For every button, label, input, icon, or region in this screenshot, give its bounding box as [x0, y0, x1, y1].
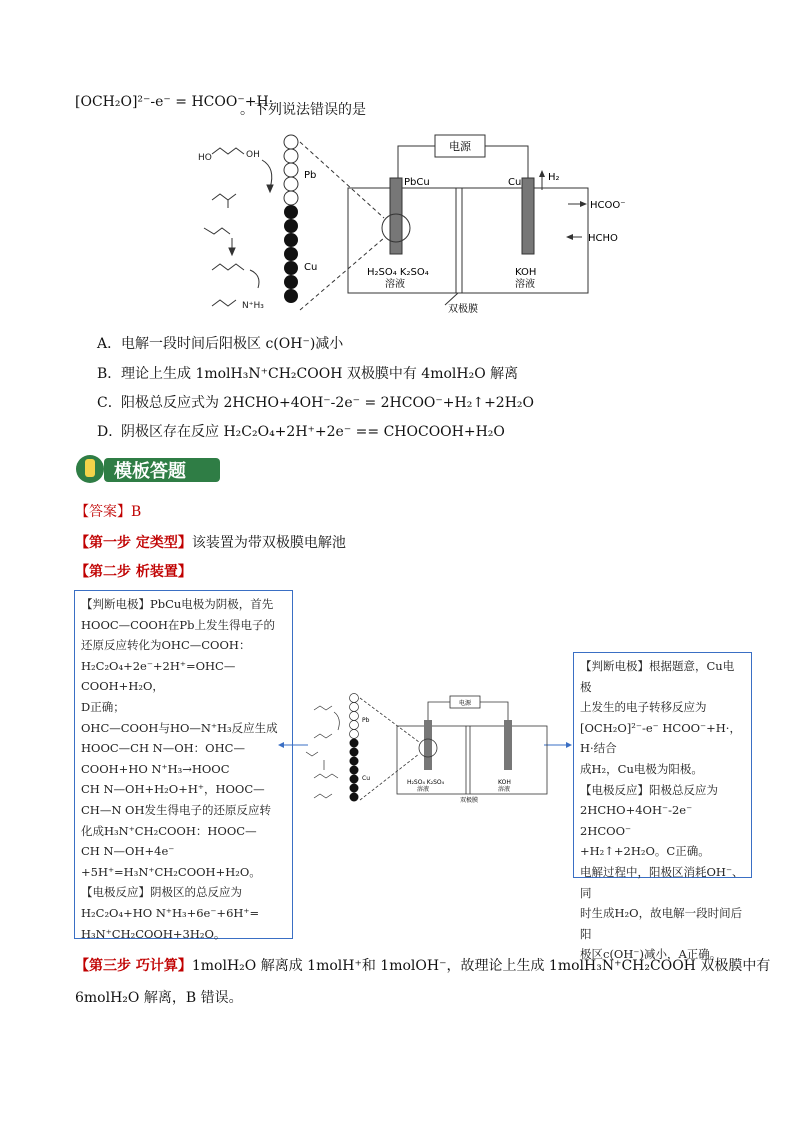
- small-left-solution-2: 溶液: [417, 786, 430, 793]
- small-right-solution: KOH: [498, 779, 511, 786]
- left-box-line: HOOC—COOH在Pb上发生得电子的: [81, 617, 275, 632]
- power-label: 电源: [449, 140, 471, 153]
- small-electrolysis-diagram: [282, 690, 572, 810]
- left-box-line: +5H⁺=H₃N⁺CH₂COOH+H₂O。: [81, 864, 261, 879]
- molecule-5-label: N⁺H₃: [242, 301, 264, 311]
- molecule-1-ho: HO: [198, 153, 212, 163]
- out-label: HCOO⁻: [590, 200, 626, 211]
- electrolysis-diagram: [190, 130, 626, 320]
- left-electrode-label: PbCu: [404, 177, 430, 188]
- answer-value: B: [131, 504, 142, 520]
- option-d-label: D．: [97, 424, 123, 440]
- left-solution-2: 溶液: [385, 279, 405, 290]
- small-power-label: 电源: [458, 700, 472, 707]
- step3: [75, 956, 770, 976]
- template-answer-banner: [74, 452, 224, 486]
- molecule-1-oh: OH: [246, 150, 260, 160]
- right-box-line: 【电极反应】阳极总反应为: [580, 782, 718, 797]
- left-electrode: [390, 178, 402, 254]
- left-box-line: 还原反应转化为OHC—COOH：: [81, 638, 251, 653]
- step3-text: 1molH₂O 解离成 1molH⁺和 1molOH⁻，故理论上生成 1molH₃N⁺CH₂COOH 双极膜中有: [191, 958, 771, 974]
- option-a-text: 电解一段时间后阳极区 c(OH⁻)减小: [121, 336, 344, 352]
- right-box-line: 【判断电极】根据题意，Cu电极: [580, 659, 735, 694]
- left-box-line: COOH+HO N⁺H₃→HOOC: [81, 761, 230, 776]
- step1-text: 该装置为带双极膜电解池: [191, 535, 346, 551]
- step2: [75, 562, 192, 582]
- right-box-line: 电解过程中，阳极区消耗OH⁻、同: [580, 864, 744, 900]
- in-label: HCHO: [588, 233, 618, 244]
- right-arrow-icon: [566, 742, 572, 748]
- step3-continued: 6molH₂O 解离，B 错误。: [75, 990, 243, 1006]
- left-solution-1: H₂SO₄ K₂SO₄: [367, 267, 429, 278]
- right-box-line: 2HCHO+4OH⁻-2e⁻ 2HCOO⁻: [580, 803, 693, 838]
- option-d: [97, 422, 505, 442]
- right-box-line: 上发生的电子转移反应为: [580, 700, 707, 715]
- molecules: [198, 148, 273, 311]
- option-a-label: A．: [97, 336, 122, 352]
- left-box-line: HOOC—CH N—OH：OHC—: [81, 741, 245, 756]
- left-box-line: 化成H₃N⁺CH₂COOH：HOOC—: [81, 823, 257, 838]
- option-b: [97, 364, 518, 384]
- right-solution-2: 溶液: [515, 279, 535, 290]
- option-a: [97, 334, 343, 354]
- left-box-line: OHC—COOH与HO—N⁺H₃反应生成: [81, 720, 278, 735]
- right-box-line: 成H₂，Cu电极为阳极。: [580, 761, 703, 776]
- option-b-text: 理论上生成 1molH₃N⁺CH₂COOH 双极膜中有 4molH₂O 解离: [121, 366, 519, 382]
- option-c-label: C．: [97, 395, 122, 411]
- small-pb-label: Pb: [362, 717, 370, 724]
- small-right-solution-2: 溶液: [498, 786, 511, 793]
- cu-beads: [284, 205, 298, 303]
- left-box-line: D正确；: [81, 699, 125, 714]
- left-box-line: CH N—OH+H₂O+H⁺，HOOC—: [81, 782, 265, 797]
- membrane-label: 双极膜: [448, 304, 478, 315]
- small-cu-label: Cu: [362, 775, 370, 782]
- left-box-line: H₂C₂O₄+2e⁻+2H⁺=OHC—COOH+H₂O，: [81, 658, 236, 694]
- option-c-text: 阳极总反应式为 2HCHO+4OH⁻-2e⁻ = 2HCOO⁻+H₂↑+2H₂O: [121, 395, 535, 411]
- left-box-line: H₂C₂O₄+HO N⁺H₃+6e⁻+6H⁺=: [81, 905, 260, 920]
- h2-label: H₂: [548, 172, 560, 183]
- step1-title: 【第一步 定类型】: [75, 535, 192, 551]
- left-box-line: H₃N⁺CH₂COOH+3H₂O。: [81, 926, 226, 941]
- left-box-line: CH—N OH发生得电子的还原反应转: [81, 802, 272, 817]
- question-prompt: 。下列说法错误的是: [240, 102, 366, 118]
- left-box-line: 【电极反应】阴极区的总反应为: [81, 885, 242, 900]
- left-box-line: 【判断电极】PbCu电极为阴极，首先: [81, 597, 274, 611]
- small-left-solution: H₂SO₄ K₂SO₄: [407, 779, 445, 786]
- pb-beads: [284, 135, 298, 205]
- option-d-text: 阴极区存在反应 H₂C₂O₄+2H⁺+2e⁻ == CHOCOOH+H₂O: [121, 424, 505, 440]
- right-box-line: +H₂↑+2H₂O。C正确。: [580, 844, 710, 859]
- right-solution-1: KOH: [515, 267, 537, 278]
- answer-line: [75, 502, 141, 522]
- banner-title: 模板答题: [114, 461, 186, 482]
- step1: [75, 533, 346, 553]
- right-box-line: [OCH₂O]²⁻-e⁻ HCOO⁻+H·，H·结合: [580, 720, 741, 756]
- step2-title: 【第二步 析装置】: [75, 564, 192, 580]
- step3-title: 【第三步 巧计算】: [75, 958, 192, 974]
- flask-icon: [85, 459, 95, 477]
- option-c: [97, 393, 534, 413]
- right-electrode-label: Cu: [508, 177, 522, 188]
- equation-line: [OCH₂O]²⁻-e⁻ = HCOO⁻+H·: [75, 94, 274, 110]
- answer-prefix: 【答案】: [75, 504, 131, 520]
- option-b-label: B．: [97, 366, 122, 382]
- pb-label: Pb: [304, 170, 317, 181]
- right-explanation-box: [573, 652, 752, 962]
- small-membrane-label: 双极膜: [460, 797, 479, 804]
- right-box-line: 时生成H₂O，故电解一段时间后阳: [580, 906, 743, 941]
- cu-label: Cu: [304, 262, 318, 273]
- left-explanation-box: [74, 590, 293, 939]
- right-box-line: 极区c(OH⁻)减小，A正确。: [580, 947, 722, 962]
- left-box-line: CH N—OH+4e⁻: [81, 844, 175, 859]
- right-electrode: [522, 178, 534, 254]
